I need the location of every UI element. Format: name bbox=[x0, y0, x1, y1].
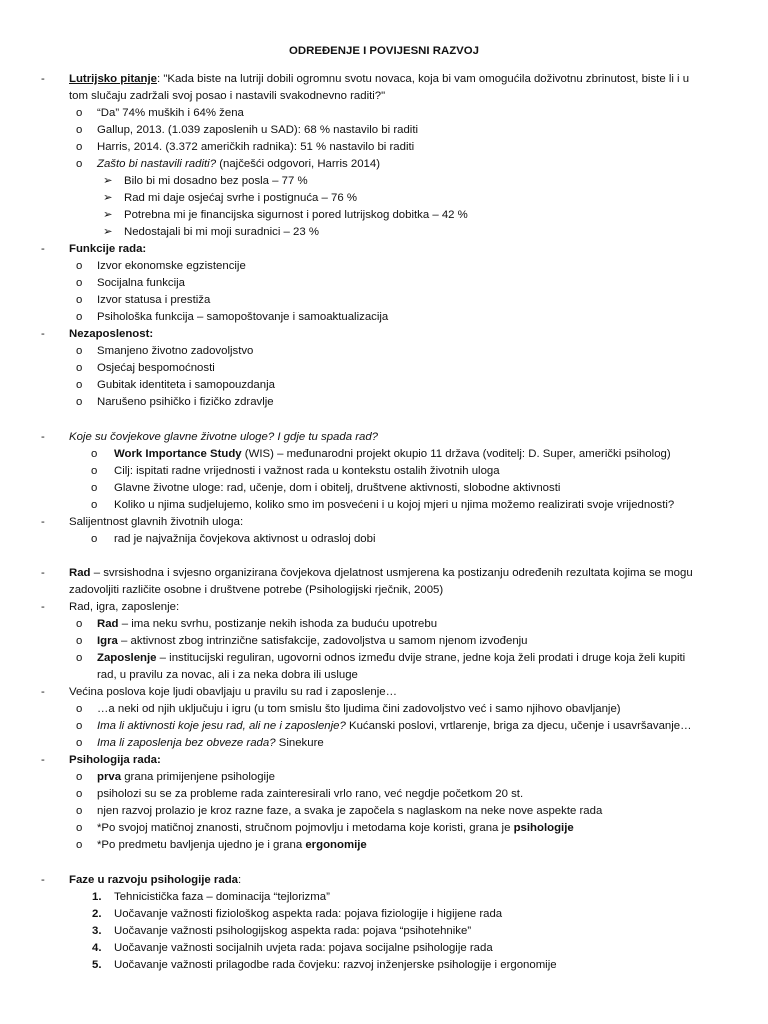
list-item: psiholozi su se za probleme rada zainteresirali vrlo rano, već negdje početkom 20 st. bbox=[97, 788, 524, 800]
question-italic: Ima li aktivnosti koje jesu rad, ali ne i zaposlenje? bbox=[97, 720, 346, 732]
circle-marker: o bbox=[76, 703, 83, 715]
circle-marker: o bbox=[76, 107, 83, 119]
dash-marker: - bbox=[41, 328, 45, 340]
circle-marker: o bbox=[76, 771, 83, 783]
list-item bbox=[97, 718, 692, 735]
dash-marker: - bbox=[41, 243, 45, 255]
circle-marker: o bbox=[76, 294, 83, 306]
answer-text: Sinekure bbox=[275, 737, 324, 749]
lottery-question-line2: tom slučaju zadržali svoj posao i nastavili svakodnevno raditi?" bbox=[69, 90, 386, 102]
phase-number: 3. bbox=[92, 925, 102, 937]
dash-marker: - bbox=[41, 567, 45, 579]
circle-marker: o bbox=[91, 465, 98, 477]
list-item-continuation: rad, u pravilu za novac, ali i za neka dobra ili usluge bbox=[97, 669, 358, 681]
section-text: Salijentnost glavnih životnih uloga: bbox=[69, 516, 244, 528]
phase-text: Uočavanje važnosti prilagodbe rada čovjeku: razvoj inženjerske psihologije i ergonomije bbox=[114, 959, 557, 971]
wis-label: Work Importance Study bbox=[114, 448, 242, 460]
circle-marker: o bbox=[91, 499, 98, 511]
work-definition-label: Rad bbox=[69, 567, 91, 579]
circle-marker: o bbox=[76, 805, 83, 817]
section-heading-line bbox=[69, 872, 241, 889]
circle-marker: o bbox=[76, 788, 83, 800]
wis-text: (WIS) – međunarodni projekt okupio 11 država (voditelj: D. Super, američki psiholog) bbox=[241, 448, 671, 460]
circle-marker: o bbox=[76, 720, 83, 732]
section-heading: Nezaposlenost: bbox=[69, 328, 154, 340]
list-item: Osjećaj bespomoćnosti bbox=[97, 362, 215, 374]
item-text: *Po predmetu bavljenja ujedno je i grana bbox=[97, 839, 306, 851]
arrow-icon: ➢ bbox=[103, 175, 113, 187]
dash-marker: - bbox=[41, 601, 45, 613]
dash-marker: - bbox=[41, 431, 45, 443]
item-text: grana primijenjene psihologije bbox=[121, 771, 275, 783]
list-item: Bilo bi mi dosadno bez posla – 77 % bbox=[124, 175, 308, 187]
work-definition-line1 bbox=[69, 565, 693, 582]
circle-marker: o bbox=[76, 379, 83, 391]
list-item: Glavne životne uloge: rad, učenje, dom i obitelj, društvene aktivnosti, slobodne aktivnosti bbox=[114, 482, 561, 494]
section-text: Rad, igra, zaposlenje: bbox=[69, 601, 180, 613]
circle-marker: o bbox=[76, 141, 83, 153]
work-definition-line2: zadovoljiti različite osobne i društvene potrebe (Psihologijski rječnik, 2005) bbox=[69, 584, 444, 596]
section-text: Većina poslova koje ljudi obavljaju u pravilu su rad i zaposlenje… bbox=[69, 686, 397, 698]
section-heading: Psihologija rada: bbox=[69, 754, 161, 766]
list-item: Rad mi daje osjećaj svrhe i postignuća – 76 % bbox=[124, 192, 358, 204]
term-text: – aktivnost zbog intrinzične satisfakcije, zadovoljstva u samom njenom izvođenju bbox=[117, 635, 528, 647]
term-label: Igra bbox=[97, 635, 118, 647]
term-label: Rad bbox=[97, 618, 119, 630]
phase-text: Uočavanje važnosti psihologijskog aspekta rada: pojava “psihotehnike” bbox=[114, 925, 472, 937]
section-heading: Faze u razvoju psihologije rada bbox=[69, 874, 238, 886]
item-text: *Po svojoj matičnoj znanosti, stručnom pojmovlju i metodama koje koristi, grana je bbox=[97, 822, 514, 834]
phase-text: Tehnicistička faza – dominacija “tejlorizma” bbox=[114, 891, 330, 903]
list-item: Narušeno psihičko i fizičko zdravlje bbox=[97, 396, 274, 408]
list-item bbox=[114, 446, 671, 463]
why-question: Zašto bi nastavili raditi? bbox=[97, 158, 217, 170]
circle-marker: o bbox=[91, 482, 98, 494]
dash-marker: - bbox=[41, 516, 45, 528]
arrow-icon: ➢ bbox=[103, 209, 113, 221]
list-item bbox=[97, 650, 685, 667]
list-item: Harris, 2014. (3.372 američkih radnika): 51 % nastavilo bi raditi bbox=[97, 141, 415, 153]
circle-marker: o bbox=[76, 311, 83, 323]
list-item bbox=[97, 837, 367, 854]
circle-marker: o bbox=[76, 652, 83, 664]
circle-marker: o bbox=[76, 396, 83, 408]
list-item: njen razvoj prolazio je kroz razne faze, a svaka je započela s naglaskom na neke nove aspekte rada bbox=[97, 805, 603, 817]
heading-colon: : bbox=[238, 874, 242, 886]
list-item: rad je najvažnija čovjekova aktivnost u odrasloj dobi bbox=[114, 533, 376, 545]
lottery-question-label: Lutrijsko pitanje bbox=[69, 73, 157, 85]
list-item: Nedostajali bi mi moji suradnici – 23 % bbox=[124, 226, 319, 238]
list-item: Potrebna mi je financijska sigurnost i pored lutrijskog dobitka – 42 % bbox=[124, 209, 468, 221]
dash-marker: - bbox=[41, 686, 45, 698]
arrow-icon: ➢ bbox=[103, 192, 113, 204]
section-heading: Funkcije rada: bbox=[69, 243, 147, 255]
term-text: – ima neku svrhu, postizanje nekih ishoda za buduću upotrebu bbox=[118, 618, 438, 630]
list-item: Koliko u njima sudjelujemo, koliko smo im posvećeni i u kojoj mjeri u njima možemo realizirati svoje vrijednosti? bbox=[114, 499, 675, 511]
term-label: Zaposlenje bbox=[97, 652, 157, 664]
phase-text: Uočavanje važnosti socijalnih uvjeta rada: pojava socijalne psihologije rada bbox=[114, 942, 493, 954]
circle-marker: o bbox=[76, 737, 83, 749]
answer-text: Kućanski poslovi, vrtlarenje, briga za djecu, učenje i usavršavanje… bbox=[345, 720, 692, 732]
list-item: Izvor ekonomske egzistencije bbox=[97, 260, 246, 272]
phase-number: 5. bbox=[92, 959, 102, 971]
list-item bbox=[97, 616, 437, 633]
circle-marker: o bbox=[76, 635, 83, 647]
circle-marker: o bbox=[76, 260, 83, 272]
list-item bbox=[97, 156, 380, 173]
list-item: Smanjeno životno zadovoljstvo bbox=[97, 345, 254, 357]
term-text: – institucijski reguliran, ugovorni odnos između dvije strane, jedne koja želi prodati i druge koja želi kupiti bbox=[156, 652, 686, 664]
list-item: Gallup, 2013. (1.039 zaposlenih u SAD): 68 % nastavilo bi raditi bbox=[97, 124, 419, 136]
list-item bbox=[97, 820, 574, 837]
phase-text: Uočavanje važnosti fiziološkog aspekta rada: pojava fiziologije i higijene rada bbox=[114, 908, 503, 920]
dash-marker: - bbox=[41, 754, 45, 766]
question-italic: Ima li zaposlenja bez obveze rada? bbox=[97, 737, 276, 749]
circle-marker: o bbox=[91, 448, 98, 460]
emphasis-text: ergonomije bbox=[305, 839, 367, 851]
list-item: …a neki od njih uključuju i igru (u tom smislu što ljudima čini zadovoljstvo već i samo njihovo obavljanje) bbox=[97, 703, 621, 715]
phase-number: 2. bbox=[92, 908, 102, 920]
dash-marker: - bbox=[41, 73, 45, 85]
circle-marker: o bbox=[76, 839, 83, 851]
list-item bbox=[97, 633, 528, 650]
circle-marker: o bbox=[76, 277, 83, 289]
list-item: Socijalna funkcija bbox=[97, 277, 186, 289]
list-item bbox=[97, 735, 324, 752]
lottery-question-text: : "Kada biste na lutriji dobili ogromnu svotu novaca, koja bi vam omogućila doživotnu zbrinutost, biste li i u bbox=[156, 73, 690, 85]
circle-marker: o bbox=[76, 822, 83, 834]
circle-marker: o bbox=[76, 345, 83, 357]
dash-marker: - bbox=[41, 874, 45, 886]
circle-marker: o bbox=[76, 124, 83, 136]
document-title: ODREĐENJE I POVIJESNI RAZVOJ bbox=[289, 45, 479, 57]
arrow-icon: ➢ bbox=[103, 226, 113, 238]
circle-marker: o bbox=[91, 533, 98, 545]
emphasis-text: prva bbox=[97, 771, 122, 783]
section-question: Koje su čovjekove glavne životne uloge? I gdje tu spada rad? bbox=[69, 431, 379, 443]
circle-marker: o bbox=[76, 158, 83, 170]
phase-number: 4. bbox=[92, 942, 102, 954]
lottery-question-line1 bbox=[69, 71, 689, 88]
list-item: Psihološka funkcija – samopoštovanje i samoaktualizacija bbox=[97, 311, 389, 323]
circle-marker: o bbox=[76, 618, 83, 630]
list-item: Cilj: ispitati radne vrijednosti i važnost rada u kontekstu ostalih životnih uloga bbox=[114, 465, 500, 477]
list-item: Gubitak identiteta i samopouzdanja bbox=[97, 379, 275, 391]
list-item bbox=[97, 769, 275, 786]
list-item: “Da” 74% muških i 64% žena bbox=[97, 107, 244, 119]
emphasis-text: psihologije bbox=[513, 822, 574, 834]
circle-marker: o bbox=[76, 362, 83, 374]
why-question-note: (najčešći odgovori, Harris 2014) bbox=[216, 158, 380, 170]
list-item: Izvor statusa i prestiža bbox=[97, 294, 211, 306]
work-definition-text: – svrsishodna i svjesno organizirana čovjekova djelatnost usmjerena ka postizanju određenih rezultata kojima se mogu bbox=[90, 567, 693, 579]
phase-number: 1. bbox=[92, 891, 102, 903]
